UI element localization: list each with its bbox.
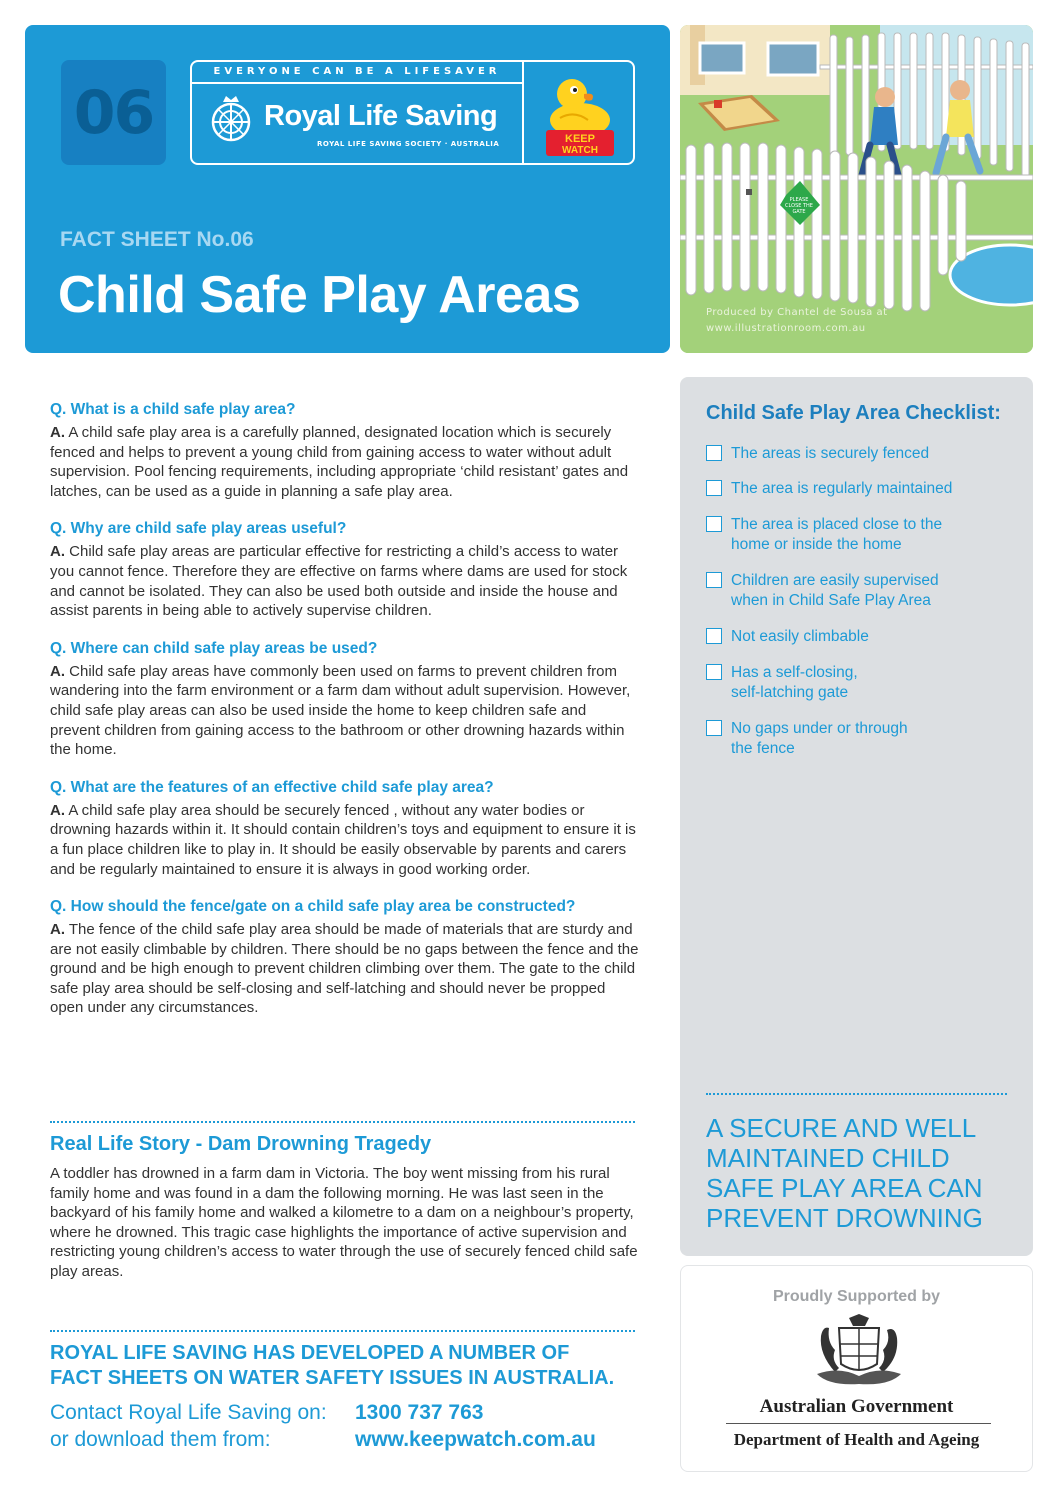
safety-slogan (706, 1113, 983, 1233)
header-banner (25, 25, 670, 353)
checklist-item-label (731, 663, 858, 703)
backyard-scene-image (680, 25, 1033, 353)
faq-question-1: Q. What is a child safe play area? (50, 401, 296, 418)
logo-rule (192, 82, 522, 84)
footer-headline-line1: ROYAL LIFE SAVING HAS DEVELOPED A NUMBER OF (50, 1342, 570, 1364)
logo-divider (522, 62, 524, 163)
royal-life-saving-crest-icon (208, 94, 254, 144)
slogan-line: SAFE PLAY AREA CAN (706, 1173, 983, 1203)
checklist-line: home or inside the home (731, 536, 902, 553)
government-rule (726, 1423, 991, 1424)
checklist-line: The area is placed close to the (731, 516, 943, 533)
faq-answer-4 (50, 801, 640, 879)
checklist-line: Not easily climbable (731, 628, 869, 645)
checklist-divider (706, 1093, 1007, 1095)
faq-section (50, 400, 640, 1018)
checklist-item-label (731, 571, 939, 611)
checklist-item[interactable] (706, 627, 1006, 647)
checklist-title: Child Safe Play Area Checklist: (706, 402, 1001, 424)
checklist-item-label (731, 515, 942, 555)
checklist-panel (680, 377, 1033, 1256)
department-name: Department of Health and Ageing (733, 1430, 980, 1449)
checklist-line: Has a self-closing, (731, 664, 858, 681)
checklist-line: The areas is securely fenced (731, 445, 930, 462)
checklist-item[interactable] (706, 719, 1006, 759)
keep-label: KEEP (565, 133, 595, 145)
answer-prefix: A. (50, 801, 65, 819)
checklist-item[interactable] (706, 479, 1006, 499)
logo-tagline: EVERYONE CAN BE A LIFESAVER (213, 66, 501, 77)
section-divider (50, 1330, 635, 1332)
keep-watch-duck-logo (544, 70, 616, 158)
sponsor-panel (680, 1265, 1033, 1472)
checklist-item[interactable] (706, 571, 1006, 611)
section-divider (50, 1121, 635, 1123)
checklist-item-label (731, 479, 952, 499)
play-area-illustration (680, 25, 1033, 353)
checklist-line: No gaps under or through (731, 720, 908, 737)
checkbox[interactable] (706, 445, 722, 461)
faq-answer-2 (50, 542, 640, 620)
download-label: or download them from: (50, 1428, 271, 1451)
faq-question-5: Q. How should the fence/gate on a child safe play area be constructed? (50, 898, 576, 916)
illustration-credit (706, 305, 888, 337)
royal-life-saving-wordmark: Royal Life Saving (264, 100, 498, 132)
download-link[interactable]: www.keepwatch.com.au (355, 1428, 596, 1451)
slogan-line: A SECURE AND WELL (706, 1113, 977, 1143)
footer-headline (50, 1341, 650, 1391)
checklist-item-label (731, 719, 908, 759)
illustration-credit-line1: Produced by Chantel de Sousa at (706, 307, 888, 318)
story-text: A toddler has drowned in a farm dam in Victoria. The boy went missing from his rural family home and was found in a dam the following morning. He was last seen in the backyard of his family home and walked a kilometre to a dam on a neighbour’s property, where he drowned. This tragic case highlights the importance of active supervision and restricting young children’s access to water through the use of securely fenced child safe play areas. (50, 1165, 638, 1280)
checklist-line: the fence (731, 740, 795, 757)
story-title: Real Life Story - Dam Drowning Tragedy (50, 1133, 432, 1155)
faq-question-4: Q. What are the features of an effective child safe play area? (50, 778, 494, 796)
sponsor-heading: Proudly Supported by (772, 1288, 941, 1305)
checklist-item[interactable] (706, 444, 1006, 464)
checklist-line: when in Child Safe Play Area (731, 592, 931, 609)
checkbox[interactable] (706, 664, 722, 680)
fact-sheet-label: FACT SHEET No.06 (60, 228, 254, 251)
faq-answer-3 (50, 662, 640, 760)
royal-life-saving-subtitle: ROYAL LIFE SAVING SOCIETY · AUSTRALIA (317, 140, 500, 148)
checkbox[interactable] (706, 516, 722, 532)
page-title: Child Safe Play Areas (58, 266, 581, 324)
checklist-line: self-latching gate (731, 684, 849, 701)
faq-question-2: Q. Why are child safe play areas useful? (50, 520, 347, 538)
answer-text: A child safe play area should be securely fenced , without any water bodies or drowning hazards within it. It should contain children’s toys and equipment to ensure it is a fun place children like to play in. It should be easily observable by parents and carers and be regularly maintained to ensure it is always in good working order. (50, 801, 636, 878)
answer-prefix: A. (50, 424, 65, 441)
checklist-item-label (731, 627, 869, 647)
slogan-line: MAINTAINED CHILD (706, 1143, 950, 1173)
answer-text: Child safe play areas are particular effective for restricting a child’s access to water you cannot fence. Therefore they are effective on farms where dams are used for stock and cannot be isolated. They can also be used both outside and inside the house and assist parents in being able to actively supervise children. (50, 543, 628, 620)
faq-question-3: Q. Where can child safe play areas be used? (50, 639, 378, 657)
answer-prefix: A. (50, 921, 65, 939)
checklist-item[interactable] (706, 663, 1006, 703)
checklist-line: The area is regularly maintained (731, 480, 953, 497)
checkbox[interactable] (706, 572, 722, 588)
checkbox[interactable] (706, 628, 722, 644)
answer-prefix: A. (50, 543, 65, 561)
checkbox[interactable] (706, 720, 722, 736)
checklist-line: Children are easily supervised (731, 572, 939, 589)
gate-sign-line1: PLEASE (789, 197, 809, 203)
answer-text: The fence of the child safe play area should be made of materials that are sturdy and are not easily climbable by children. There should be no gaps between the fence and the ground and be high enough to prevent children climbing over them. The gate to the child safe play area should be self-closing and self-latching and should never be propped open under any circumstances. (50, 921, 639, 1017)
faq-answer-1 (50, 423, 640, 501)
checklist-item[interactable] (706, 515, 1006, 555)
answer-prefix: A. (50, 662, 65, 680)
gate-sign-line3: GATE (792, 209, 806, 215)
illustration-credit-line2: www.illustrationroom.com.au (706, 323, 866, 334)
checkbox[interactable] (706, 480, 722, 496)
coat-of-arms-icon (799, 1314, 919, 1390)
checklist-item-label (731, 444, 929, 464)
contact-label: Contact Royal Life Saving on: (50, 1401, 327, 1424)
answer-text: Child safe play areas have commonly been used on farms to prevent children from wandering into the farm environment or a farm dam without adult supervision. However, child safe play areas can also be used inside the home to keep children safe and prevent children from gaining access to the bathroom or other drowning hazards within the home. (50, 662, 631, 759)
fact-sheet-number: 06 (61, 60, 166, 165)
answer-text: A child safe play area is a carefully planned, designated location which is securely fenced and helps to prevent a young child from gaining access to water without adult supervision. Pool fencing requirements, including appropriate ‘child resistant’ gates and latches, can be used as a guide in planning a safe play area. (50, 424, 629, 500)
footer-headline-line2: FACT SHEETS ON WATER SAFETY ISSUES IN AUSTRALIA. (50, 1367, 615, 1389)
faq-answer-5 (50, 920, 640, 1018)
contact-phone[interactable]: 1300 737 763 (355, 1401, 484, 1424)
logo-frame (190, 60, 635, 165)
watch-label: WATCH (562, 145, 598, 156)
gate-sign-line2: CLOSE THE (785, 203, 813, 209)
slogan-line: PREVENT DROWNING (706, 1203, 983, 1233)
government-name: Australian Government (759, 1396, 954, 1417)
